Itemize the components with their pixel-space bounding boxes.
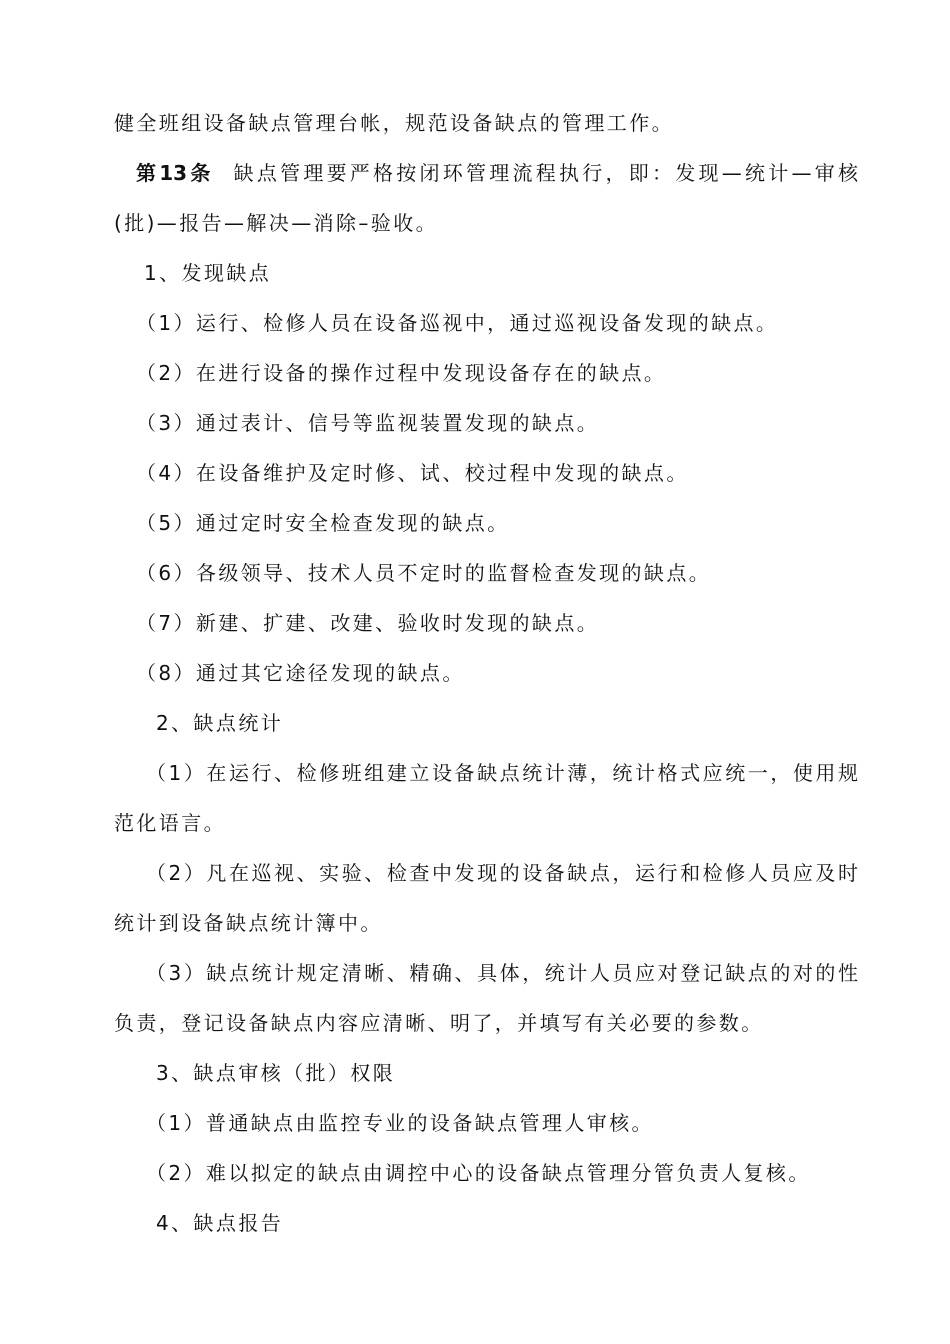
list-item-continuation: 负责，登记设备缺点内容应清晰、明了，并填写有关必要的参数。	[114, 1011, 764, 1035]
list-item: （1）在运行、检修班组建立设备缺点统计薄，统计格式应统一，使用规	[146, 761, 858, 785]
article-number: 第13条	[136, 161, 214, 185]
section-heading: 4、缺点报告	[156, 1211, 284, 1235]
article-13-line-2: (批)—报告—解决—消除–验收。	[114, 211, 439, 235]
list-item: （1）运行、检修人员在设备巡视中，通过巡视设备发现的缺点。	[136, 311, 779, 335]
list-item: （3）缺点统计规定清晰、精确、具体，统计人员应对登记缺点的对的性	[146, 961, 858, 985]
list-item: （5）通过定时安全检查发现的缺点。	[136, 511, 510, 535]
list-item: （8）通过其它途径发现的缺点。	[136, 661, 465, 685]
list-item: （2）在进行设备的操作过程中发现设备存在的缺点。	[136, 361, 667, 385]
list-item: （1）普通缺点由监控专业的设备缺点管理人审核。	[146, 1111, 654, 1135]
section-heading: 1、发现缺点	[144, 261, 272, 285]
list-item-continuation: 统计到设备缺点统计簿中。	[114, 911, 383, 935]
list-item-continuation: 范化语言。	[114, 811, 226, 835]
section-heading: 2、缺点统计	[156, 711, 284, 735]
list-item: （3）通过表计、信号等监视装置发现的缺点。	[136, 411, 600, 435]
list-item: （2）凡在巡视、实验、检查中发现的设备缺点，运行和检修人员应及时	[146, 861, 858, 885]
paragraph-line: 健全班组设备缺点管理台帐，规范设备缺点的管理工作。	[114, 111, 674, 135]
article-13-line-1	[136, 158, 858, 188]
article-text: 缺点管理要严格按闭环管理流程执行，即：发现—统计—审核	[233, 161, 858, 185]
section-heading: 3、缺点审核（批）权限	[156, 1061, 396, 1085]
list-item: （7）新建、扩建、改建、验收时发现的缺点。	[136, 611, 600, 635]
list-item: （6）各级领导、技术人员不定时的监督检查发现的缺点。	[136, 561, 712, 585]
list-item: （4）在设备维护及定时修、试、校过程中发现的缺点。	[136, 461, 689, 485]
list-item: （2）难以拟定的缺点由调控中心的设备缺点管理分管负责人复核。	[146, 1161, 811, 1185]
